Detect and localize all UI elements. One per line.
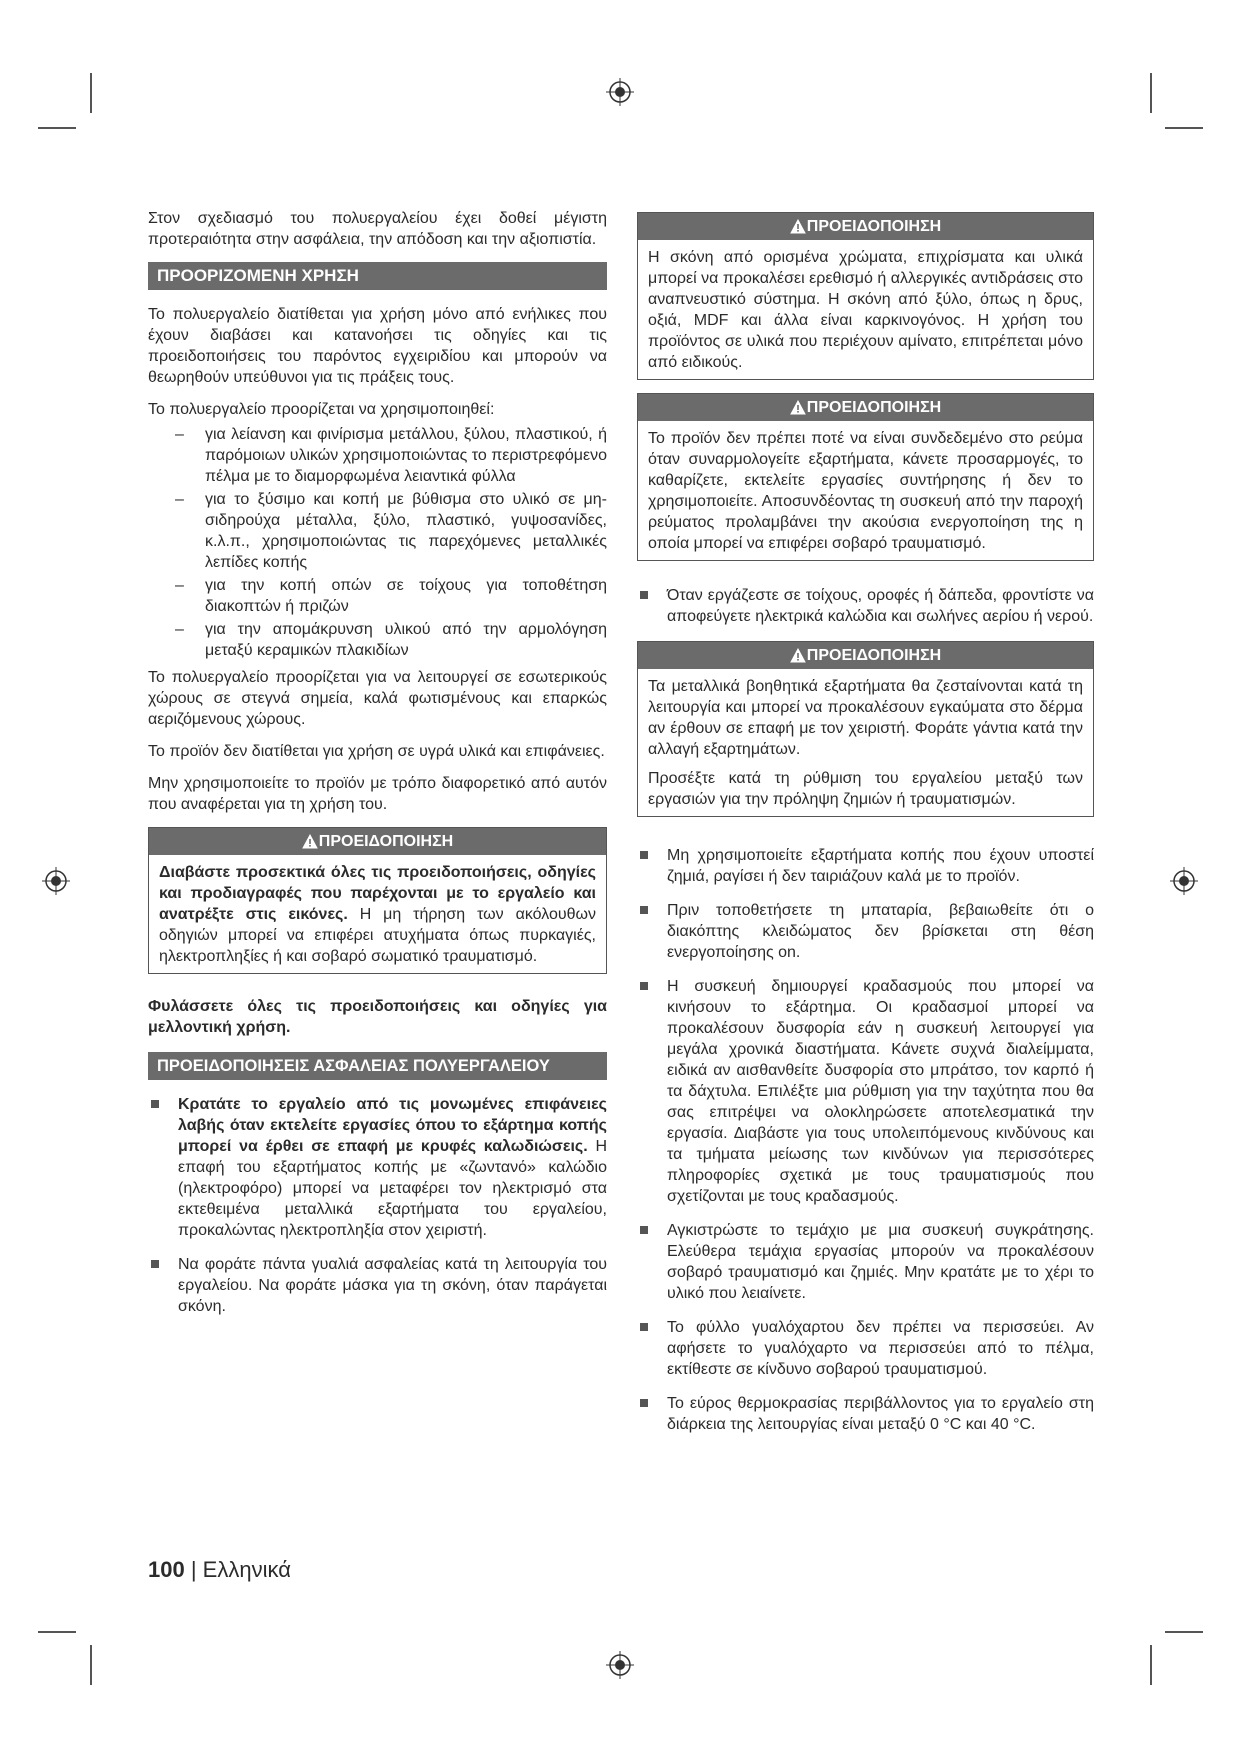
crop-mark (38, 127, 76, 129)
warning-header (149, 828, 606, 855)
wet-use-paragraph: Το προϊόν δεν διατίθεται για χρήση σε υγρά υλικά και επιφάνειες. (148, 743, 605, 760)
list-item: – για λείανση και φινίρισμα μετάλλου, ξύλου, πλαστικού, ή παρόμοιων υλικών χρησιμοποιώντας το περιστρεφόμενο πέλμα με το διαμορφωμένα λειαντικά φύλλα (205, 424, 607, 487)
warning-title: ΠΡΟΕΙΔΟΠΟΙΗΣΗ (806, 399, 942, 416)
misuse-paragraph: Μην χρησιμοποιείτε το προϊόν με τρόπο διαφορετικό από αυτόν που αναφέρεται για τη χρήση του. (148, 775, 607, 813)
list-item: – για το ξύσιμο και κοπή με βύθισμα στο υλικό σε μη-σιδηρούχα μέταλλα, ξύλο, πλαστικό, γυψοσανίδες, κ.λ.π., χρησιμοποιώντας τις παρεχόμενες μεταλλικές λεπίδες κοπής (205, 489, 607, 573)
bullet-square-icon (640, 1226, 648, 1234)
warning-header (638, 642, 1093, 669)
list-item (637, 845, 1094, 887)
crop-mark (1165, 127, 1203, 129)
bullet-text: Το φύλλο γυαλόχαρτου δεν πρέπει να περισσεύει. Αν αφήσετε το γυαλόχαρτο να περισσεύει από το πέλμα, εκτίθεστε σε κίνδυνο σοβαρού τραυματισμού. (667, 1319, 1094, 1378)
list-item (637, 1220, 1094, 1304)
warning-title: ΠΡΟΕΙΔΟΠΟΙΗΣΗ (806, 218, 942, 235)
list-item (637, 1393, 1094, 1435)
page-language: Ελληνικά (202, 1557, 291, 1582)
page-footer (148, 1557, 291, 1583)
warning-text: Η σκόνη από ορισμένα χρώματα, επιχρίσματα και υλικά μπορεί να προκαλέσει ερεθισμό ή αλλεργικές αντιδράσεις στο αναπνευστικό σύστημα. Η σκόνη από ξύλο, όπως η δρυς, οξιά, MDF και άλλα είναι καρκινογόνος. Η χρήση του προϊόντος σε υλικά που περιέχουν αμίνατο, επιτρέπεται μόνο από ειδικούς. (648, 249, 1083, 371)
warning-title: ΠΡΟΕΙΔΟΠΟΙΗΣΗ (318, 833, 454, 850)
warning-box (637, 393, 1094, 561)
warning-box (637, 212, 1094, 380)
warning-header (638, 394, 1093, 421)
intended-use-paragraph: Το πολυεργαλείο διατίθεται για χρήση μόνο από ενήλικες που έχουν διαβάσει και κατανοήσει τις οδηγίες και τις προειδοποιήσεις του παρόντος εγχειριδίου και μπορούν να θεωρηθούν υπεύθυνοι για τις πράξεις τους. (148, 306, 607, 386)
warning-box (637, 641, 1094, 817)
list-item (148, 1094, 607, 1241)
section-heading-safety-warnings: ΠΡΟΕΙΔΟΠΟΙΗΣΕΙΣ ΑΣΦΑΛΕΙΑΣ ΠΟΛΥΕΡΓΑΛΕΙΟΥ (148, 1052, 607, 1080)
warning-body (638, 240, 1093, 379)
warning-title: ΠΡΟΕΙΔΟΠΟΙΗΣΗ (806, 647, 942, 664)
bullet-text: Πριν τοποθετήσετε τη μπαταρία, βεβαιωθείτε ότι ο διακόπτης κλειδώματος δεν βρίσκεται στη θέση ενεργοποίησης on. (667, 902, 1094, 961)
bullet-text: Να φοράτε πάντα γυαλιά ασφαλείας κατά τη λειτουργία του εργαλείου. Να φοράτε μάσκα για τη σκόνη, όταν παράγεται σκόνη. (178, 1256, 607, 1315)
bullet-square-icon (640, 851, 648, 859)
list-item: – για την κοπή οπών σε τοίχους για τοποθέτηση διακοπτών ή πριζών (205, 575, 607, 617)
bullet-text: Αγκιστρώστε το τεμάχιο με μια συσκευή συγκράτησης. Ελεύθερα τεμάχια εργασίας μπορούν να προκαλέσουν σοβαρό τραυματισμό και ζημιές. Μην κρατάτε με το χέρι το υλικό που λειαίνετε. (667, 1222, 1094, 1302)
warning-bold-text: Διαβάστε προσεκτικά όλες τις προειδοποιήσεις, οδηγίες και προδιαγραφές που παρέχονται με το εργαλείο και ανατρέξτε στις εικόνες. (159, 864, 596, 923)
bullet-square-icon (640, 591, 648, 599)
crop-mark (90, 73, 92, 113)
registration-mark-icon (1170, 867, 1198, 895)
warning-text: Προσέξτε κατά τη ρύθμιση του εργαλείου μεταξύ των εργασιών για την πρόληψη ζημιών ή τραυματισμών. (648, 770, 1083, 808)
indoor-use-paragraph: Το πολυεργαλείο προορίζεται για να λειτουργεί σε εσωτερικούς χώρους σε στεγνά σημεία, καλά φωτισμένους και επαρκώς αεριζόμενους χώρους. (148, 669, 607, 728)
warning-header (638, 213, 1093, 240)
page-number: 100 (148, 1557, 185, 1582)
intended-use-lead: Το πολυεργαλείο προορίζεται να χρησιμοποιηθεί: (148, 401, 495, 418)
warning-triangle-icon (790, 648, 806, 663)
list-item (637, 1317, 1094, 1380)
warning-text: Τα μεταλλικά βοηθητικά εξαρτήματα θα ζεσταίνονται κατά τη λειτουργία και μπορεί να προκαλέσουν εγκαύματα στο δέρμα αν έρθουν σε επαφή με τον χειριστή. Φοράτε γάντια κατά την αλλαγή εξαρτημάτων. (648, 678, 1083, 758)
bullet-square-icon (151, 1260, 159, 1268)
section-heading-intended-use: ΠΡΟΟΡΙΖΟΜΕΝΗ ΧΡΗΣΗ (148, 262, 607, 290)
crop-mark (38, 1631, 76, 1633)
bullet-text: Η συσκευή δημιουργεί κραδασμούς που μπορεί να κινήσουν το εξάρτημα. Οι κραδασμοί μπορεί να προκαλέσουν δυσφορία εάν η συσκευή λειτουργεί για μεγάλα χρονικά διαστήματα. Κάνετε συχνά διαλείμματα, ειδικά αν αισθανθείτε δυσφορία στο μπράτσο, τον καρπό ή τα δάχτυλα. Επιλέξτε μια ρύθμιση για την ταχύτητα που θα σας επιτρέψει να ολοκληρώσετε αποτελεσματικά την εργασία. Διαβάστε για τους υπολειπόμενους κινδύνους και τα τμήματα μείωσης των κινδύνων για περισσότερες πληροφορίες σχετικά με τους τραυματισμούς που σχετίζονται με τους κραδασμούς. (667, 978, 1094, 1205)
bullet-square-icon (640, 906, 648, 914)
bullet-text: Η επαφή του εξαρτήματος κοπής με «ζωντανό» καλώδιο (ηλεκτροφόρο) μπορεί να μεταφέρει τον ηλεκτρισμό στα εκτεθειμένα μεταλλικά εξαρτήματα του εργαλείου, προκαλώντας ηλεκτροπληξία στον χειριστή. (178, 1138, 608, 1239)
bullet-square-icon (640, 982, 648, 990)
bullet-text: Το εύρος θερμοκρασίας περιβάλλοντος για το εργαλείο στη διάρκεια της λειτουργίας είναι μεταξύ 0 °C και 40 °C. (667, 1395, 1094, 1433)
bullet-square-icon (640, 1323, 648, 1331)
list-item (148, 1254, 607, 1317)
bullet-text: Μη χρησιμοποιείτε εξαρτήματα κοπής που έχουν υποστεί ζημιά, ραγίσει ή δεν ταιριάζουν καλά με το προϊόν. (667, 847, 1094, 885)
warning-body (638, 669, 1093, 816)
list-item (637, 976, 1094, 1207)
warning-text: Το προϊόν δεν πρέπει ποτέ να είναι συνδεδεμένο στο ρεύμα όταν συναρμολογείτε εξαρτήματα, κάνετε προσαρμογές, το καθαρίζετε, εκτελείτε εργασίες συντήρησης ή δεν το χρησιμοποιείτε. Αποσυνδέοντας τη συσκευή από την παροχή ρεύματος προλαμβάνει την ακούσια ενεργοποίηση της η οποία μπορεί να επιφέρει σοβαρό τραυματισμό. (648, 430, 1083, 552)
warning-box (148, 827, 607, 974)
list-item: – για την απομάκρυνση υλικού από την αρμολόγηση μεταξύ κεραμικών πλακιδίων (205, 619, 607, 661)
registration-mark-icon (42, 867, 70, 895)
bullet-square-icon (640, 1399, 648, 1407)
warning-triangle-icon (790, 400, 806, 415)
list-item (637, 585, 1094, 627)
list-item (637, 900, 1094, 963)
warning-body (638, 421, 1093, 560)
warning-triangle-icon (302, 834, 318, 849)
bullet-bold-text: Κρατάτε το εργαλείο από τις μονωμένες επιφάνειες λαβής όταν εκτελείτε εργασίες όπου το εξάρτημα κοπής μπορεί να έρθει σε επαφή με κρυφές καλωδιώσεις. (178, 1096, 607, 1155)
left-column (148, 208, 607, 1330)
keep-instructions-note: Φυλάσσετε όλες τις προειδοποιήσεις και οδηγίες για μελλοντική χρήση. (148, 998, 607, 1036)
warning-text: Η μη τήρηση των ακόλουθων οδηγιών μπορεί να επιφέρει ατυχήματα όπως πυρκαγιές, ηλεκτροπληξίες ή και σοβαρό σωματικό τραυματισμό. (159, 906, 597, 965)
right-column (637, 212, 1094, 1448)
intro-paragraph: Στον σχεδιασμό του πολυεργαλείου έχει δοθεί μέγιστη προτεραιότητα στην ασφάλεια, την απόδοση και την αξιοπιστία. (148, 210, 607, 248)
registration-mark-icon (606, 1651, 634, 1679)
crop-mark (1165, 1631, 1203, 1633)
crop-mark (1150, 1645, 1152, 1685)
warning-body (149, 855, 606, 973)
crop-mark (1150, 73, 1152, 113)
crop-mark (90, 1645, 92, 1685)
footer-separator: | (184, 1557, 203, 1582)
registration-mark-icon (606, 78, 634, 106)
warning-triangle-icon (790, 219, 806, 234)
bullet-text: Όταν εργάζεστε σε τοίχους, οροφές ή δάπεδα, φροντίστε να αποφεύγετε ηλεκτρικά καλώδια και σωλήνες αερίου ή νερού. (667, 587, 1094, 625)
uses-list (148, 424, 607, 661)
bullet-square-icon (151, 1100, 159, 1108)
